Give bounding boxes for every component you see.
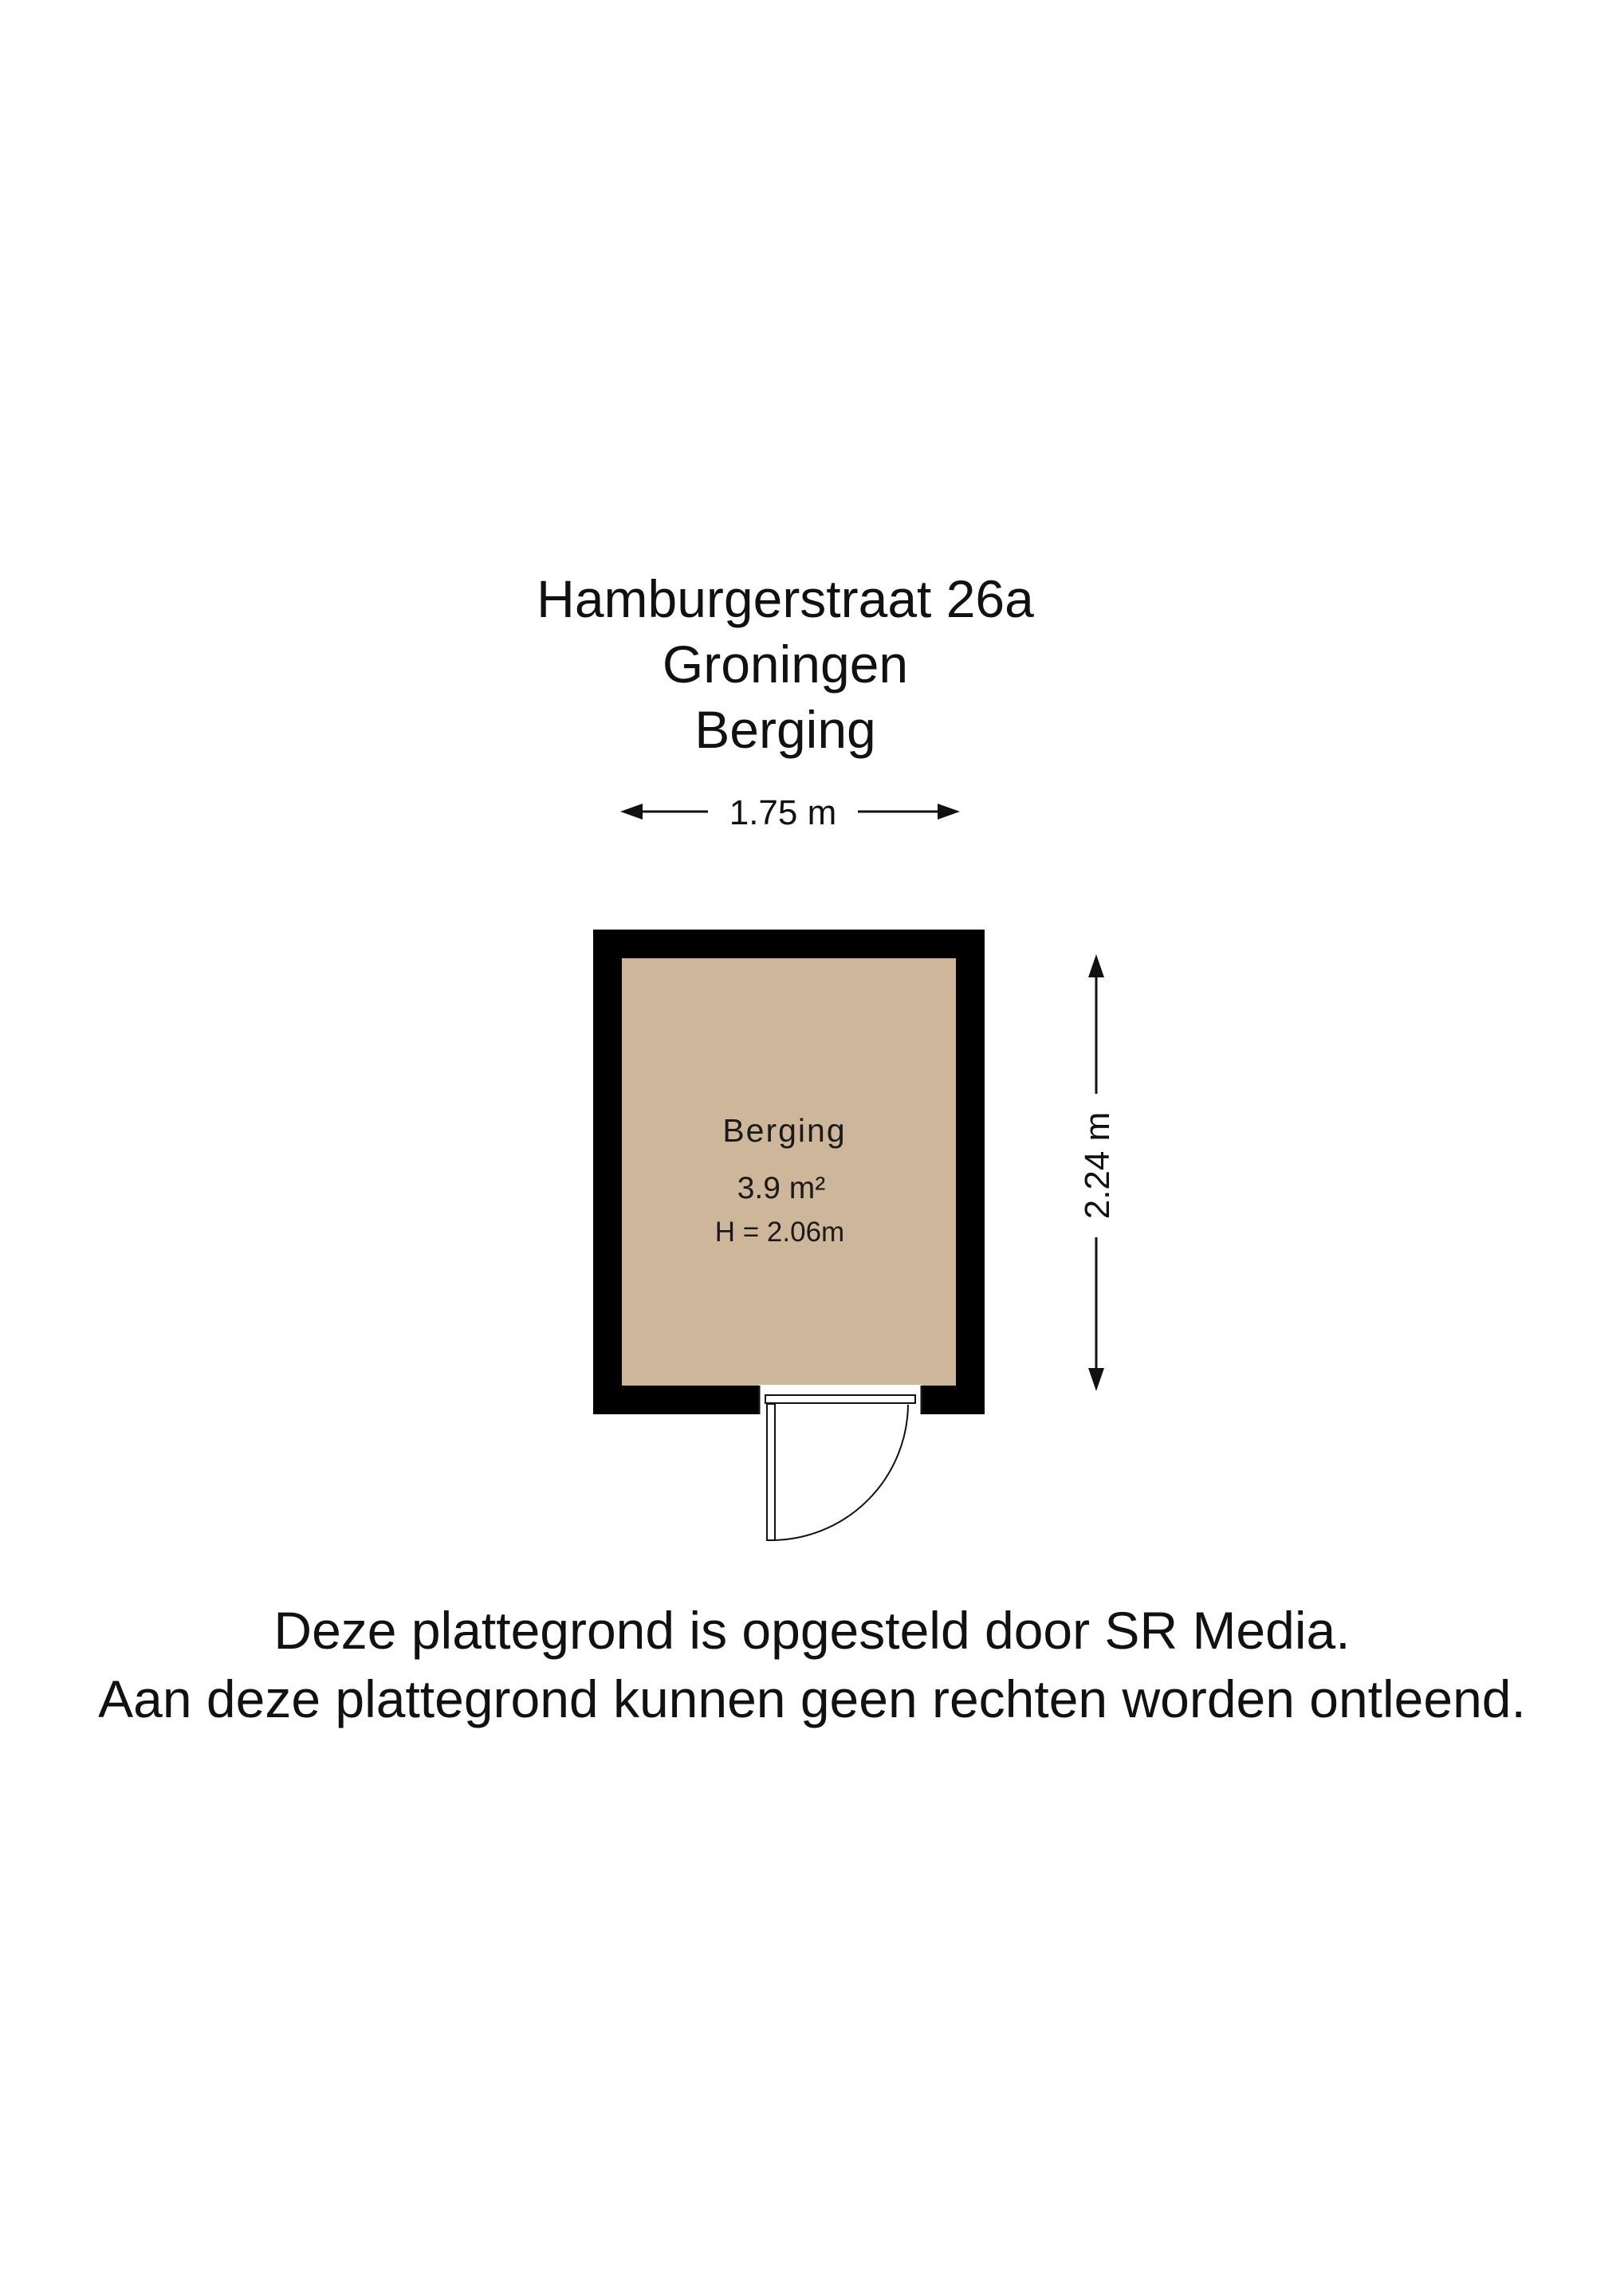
arrow-down-icon <box>1088 1368 1104 1391</box>
floor-title: Berging <box>694 700 876 759</box>
disclaimer-line-2: Aan deze plattegrond kunnen geen rechten worden ontleend. <box>98 1669 1526 1728</box>
arrow-up-icon <box>1088 954 1104 977</box>
door <box>759 1385 922 1540</box>
width-dimension <box>620 793 960 832</box>
arrow-right-icon <box>938 804 960 820</box>
depth-dimension-label: 2.24 m <box>1078 1111 1117 1220</box>
width-dimension-label: 1.75 m <box>729 793 837 832</box>
depth-dimension <box>1078 954 1117 1391</box>
door-threshold <box>765 1395 915 1403</box>
city-title: Groningen <box>662 635 909 694</box>
disclaimer <box>0 1596 1624 1733</box>
address-title: Hamburgerstraat 26a <box>537 569 1034 628</box>
room-height-label: H = 2.06m <box>714 1217 845 1248</box>
door-swing-arc <box>771 1405 908 1540</box>
room-name-label: Berging <box>722 1112 847 1149</box>
room-area-label: 3.9 m² <box>737 1171 826 1205</box>
arrow-left-icon <box>620 804 643 820</box>
door-leaf <box>767 1404 775 1540</box>
disclaimer-line-1: Deze plattegrond is opgesteld door SR Media. <box>273 1601 1351 1660</box>
